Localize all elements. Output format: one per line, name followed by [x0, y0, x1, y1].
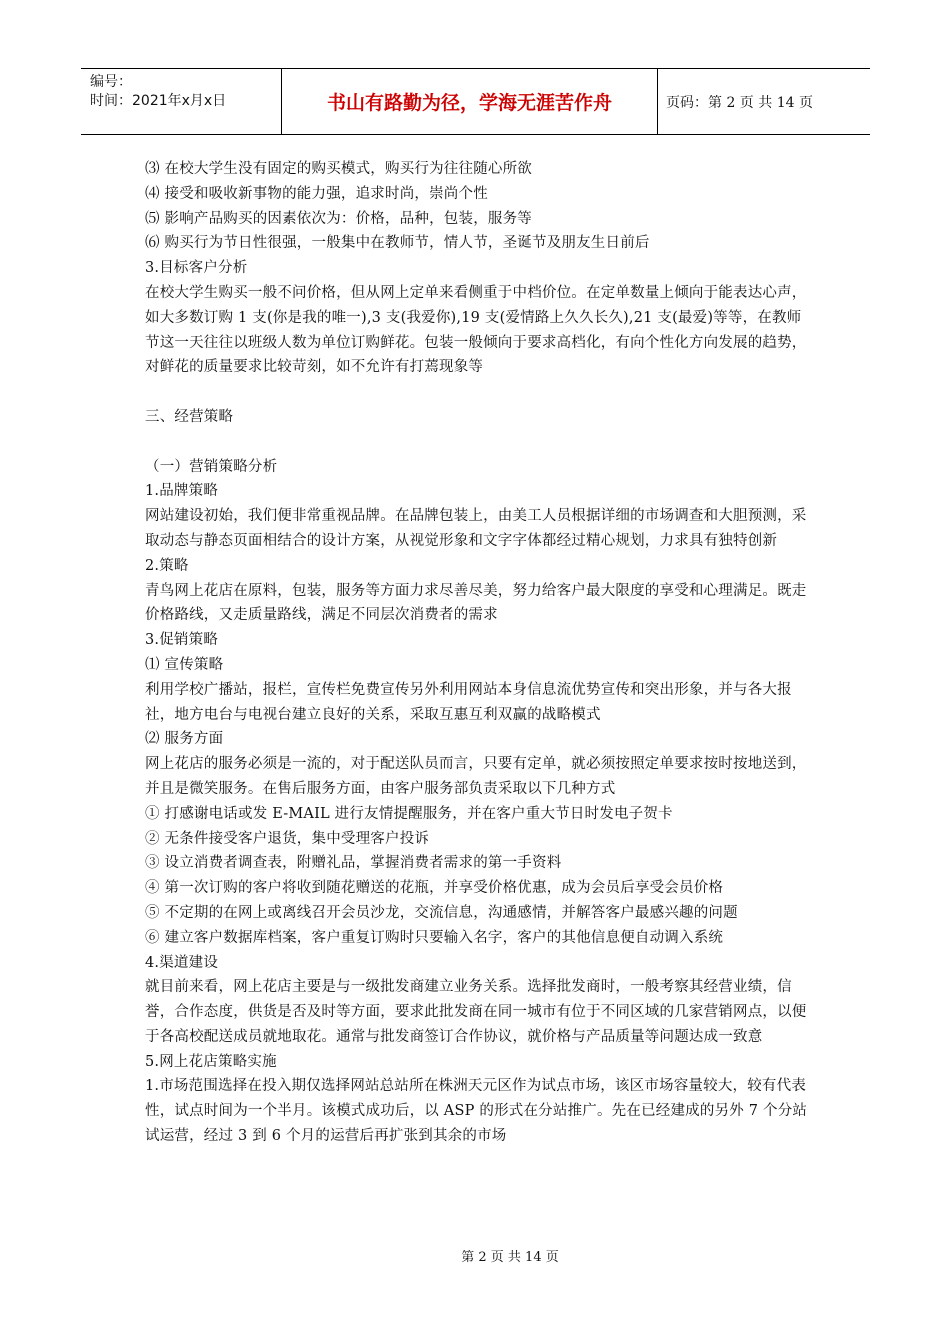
- paragraph: [145, 430, 808, 455]
- paragraph: （一）营销策略分析: [145, 458, 278, 475]
- paragraph: 3.促销策略: [145, 632, 219, 649]
- paragraph: ① 打感谢电话或发 E-MAIL 进行友情提醒服务，并在客户重大节日时发电子贺卡: [145, 805, 673, 822]
- paragraph: ⑵ 服务方面: [145, 731, 224, 748]
- paragraph: [145, 380, 808, 405]
- paragraph: 三、经营策略: [145, 408, 234, 425]
- paragraph: 5.网上花店策略实施: [145, 1053, 277, 1070]
- paragraph: 网上花店的服务必须是一流的，对于配送队员而言，只要有定单，就必须按照定单要求按时按地送到，并且是微笑服务。在售后服务方面，由客户服务部负责采取以下几种方式: [145, 756, 807, 797]
- header-info: [81, 69, 282, 134]
- document-number-label: 编号：: [90, 74, 132, 90]
- paragraph: 3.目标客户分析: [145, 260, 248, 277]
- paragraph: 利用学校广播站，报栏，宣传栏免费宣传另外利用网站本身信息流优势宣传和突出形象，并与各大报社，地方电台与电视台建立良好的关系，采取互惠互利双赢的战略模式: [145, 681, 792, 723]
- paragraph: ⑴ 宣传策略: [145, 656, 224, 673]
- paragraph: ⑤ 不定期的在网上或离线召开会员沙龙，交流信息，沟通感情，并解答客户最感兴趣的问题: [145, 904, 738, 921]
- paragraph: 2.策略: [145, 557, 189, 574]
- document-body: [145, 157, 808, 1149]
- paragraph: 1.市场范围选择在投入期仅选择网站总站所在株洲天元区作为试点市场，该区市场容量较大，较有代表性，试点时间为一个半月。该模式成功后，以 ASP 的形式在分站推广。先在已经建成的另外 7 个分站试运营，经过 3 到 6 个月的运营后再扩张到其余的市场: [145, 1078, 808, 1145]
- paragraph: 1.品牌策略: [145, 483, 219, 500]
- document-date-label: 时间：2021年x月x日: [90, 93, 227, 109]
- paragraph: 在校大学生购买一般不问价格，但从网上定单来看侧重于中档价位。在定单数量上倾向于能表达心声，如大多数订购 1 支(你是我的唯一),3 支(我爱你),19 支(爱情路上久久长久),21 支(最爱)等等，在教师节这一天往往以班级人数为单位订购鲜花。包装一般倾向于要求高档化，有向个性化方向发展的趋势，对鲜花的质量要求比较苛刻，如不允许有打蔫现象等: [145, 284, 807, 376]
- paragraph: ⑥ 建立客户数据库档案，客户重复订购时只要输入名字，客户的其他信息便自动调入系统: [145, 929, 724, 946]
- paragraph: ② 无条件接受客户退货，集中受理客户投诉: [145, 830, 430, 847]
- paragraph: ④ 第一次订购的客户将收到随花赠送的花瓶，并享受价格优惠，成为会员后享受会员价格: [145, 880, 724, 897]
- paragraph: 青鸟网上花店在原料，包装，服务等方面力求尽善尽美，努力给客户最大限度的享受和心理满足。既走价格路线，又走质量路线，满足不同层次消费者的需求: [145, 582, 807, 624]
- paragraph: ⑹ 购买行为节日性很强，一般集中在教师节，情人节，圣诞节及朋友生日前后: [145, 235, 650, 252]
- paragraph: ③ 设立消费者调查表，附赠礼品，掌握消费者需求的第一手资料: [145, 855, 562, 872]
- page-footer: 第 2 页 共 14 页: [461, 1250, 559, 1265]
- paragraph: ⑷ 接受和吸收新事物的能力强，追求时尚，崇尚个性: [145, 185, 488, 202]
- paragraph: 网站建设初始，我们便非常重视品牌。在品牌包装上，由美工人员根据详细的市场调查和大胆预测，采取动态与静态页面相结合的设计方案，从视觉形象和文字字体都经过精心规划，力求具有独特创新: [145, 508, 807, 549]
- paragraph: ⑸ 影响产品购买的因素依次为：价格，品种，包装，服务等: [145, 210, 533, 227]
- page-header: [81, 68, 870, 135]
- paragraph: 4.渠道建设: [145, 954, 219, 971]
- paragraph: ⑶ 在校大学生没有固定的购买模式，购买行为往往随心所欲: [145, 161, 533, 177]
- header-motto: 书山有路勤为径，学海无涯苦作舟: [282, 69, 658, 134]
- paragraph: 就目前来看，网上花店主要是与一级批发商建立业务关系。选择批发商时，一般考察其经营业绩，信誉，合作态度，供货是否及时等方面，要求此批发商在同一城市有位于不同区域的几家营销网点，以便于各高校配送成员就地取花。通常与批发商签订合作协议，就价格与产品质量等问题达成一致意: [145, 979, 807, 1045]
- header-page-label: 页码：第 2 页 共 14 页: [666, 94, 813, 111]
